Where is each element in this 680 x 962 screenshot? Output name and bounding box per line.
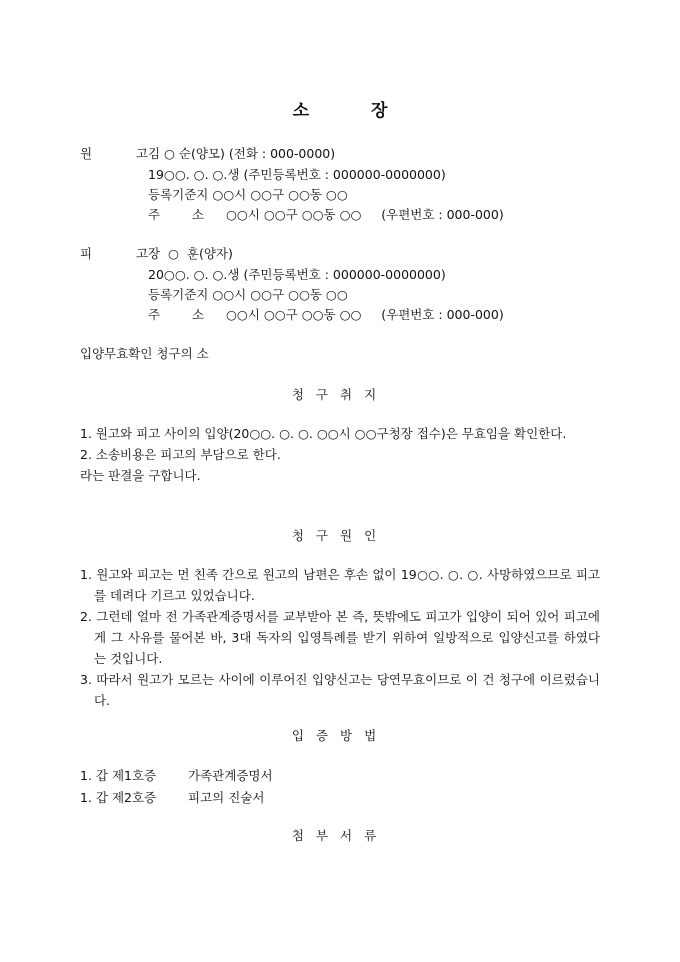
claim-cause-item-2: 2. 그런데 얼마 전 가족관계증명서를 교부받아 본 즉, 뜻밖에도 피고가 입양이 되어 있어 피고에게 그 사유를 물어본 바, 3대 독자의 입영특례를 받기 위하여 일방적으로 입양신고를 하였다는 것입니다. bbox=[80, 609, 600, 666]
plaintiff-registration: 등록기준지 ○○시 ○○구 ○○동 ○○ bbox=[148, 187, 348, 202]
evidence-description: 피고의 진술서 bbox=[188, 790, 265, 805]
defendant-address: ○○시 ○○구 ○○동 ○○ (우편번호 : 000-000) bbox=[226, 307, 504, 322]
defendant-name: 장 ○ 훈(양자) bbox=[148, 246, 233, 261]
evidence-item bbox=[80, 766, 273, 784]
title-char-right: 장 bbox=[371, 101, 388, 121]
evidence-description: 가족관계증명서 bbox=[188, 768, 273, 783]
claim-cause-item-3: 3. 따라서 원고가 모르는 사이에 이루어진 입양신고는 당연무효이므로 이 건 청구에 이르렀습니다. bbox=[80, 672, 600, 708]
claim-cause-list bbox=[80, 564, 600, 711]
defendant-address-label: 주 소 bbox=[148, 307, 204, 322]
evidence-number: 1. 갑 제2호증 bbox=[80, 790, 157, 805]
case-name: 입양무효확인 청구의 소 bbox=[80, 346, 209, 361]
claim-cause-heading: 청구원인 bbox=[291, 528, 389, 543]
attachments-heading: 첨부서류 bbox=[291, 828, 389, 843]
claim-purpose-closing: 라는 판결을 구합니다. bbox=[80, 468, 201, 483]
evidence-number: 1. 갑 제1호증 bbox=[80, 768, 157, 783]
claim-purpose-item-1: 1. 원고와 피고 사이의 입양(20○○. ○. ○. ○○시 ○○구청장 접수)은 무효임을 확인한다. bbox=[80, 426, 567, 441]
defendant-label: 피 고 bbox=[80, 246, 169, 261]
plaintiff-birth: 19○○. ○. ○.생 (주민등록번호 : 000000-0000000) bbox=[148, 167, 446, 182]
claim-purpose-heading: 청구취지 bbox=[291, 387, 389, 402]
defendant-registration: 등록기준지 ○○시 ○○구 ○○동 ○○ bbox=[148, 287, 348, 302]
plaintiff-address: ○○시 ○○구 ○○동 ○○ (우편번호 : 000-000) bbox=[226, 207, 504, 222]
claim-purpose-list bbox=[80, 423, 600, 486]
plaintiff-name: 김 ○ 순(양모) (전화 : 000-0000) bbox=[148, 146, 336, 161]
plaintiff-address-label: 주 소 bbox=[148, 207, 204, 222]
plaintiff-label: 원 고 bbox=[80, 146, 169, 161]
document-title bbox=[0, 96, 680, 121]
claim-cause-item-1: 1. 원고와 피고는 먼 친족 간으로 원고의 남편은 후손 없이 19○○. ○. ○. 사망하였으므로 피고를 데려다 기르고 있었습니다. bbox=[80, 567, 600, 603]
evidence-item bbox=[80, 788, 264, 806]
title-char-left: 소 bbox=[292, 101, 309, 121]
evidence-heading: 입증방법 bbox=[291, 728, 389, 743]
claim-purpose-item-2: 2. 소송비용은 피고의 부담으로 한다. bbox=[80, 447, 281, 462]
defendant-birth: 20○○. ○. ○.생 (주민등록번호 : 000000-0000000) bbox=[148, 267, 446, 282]
